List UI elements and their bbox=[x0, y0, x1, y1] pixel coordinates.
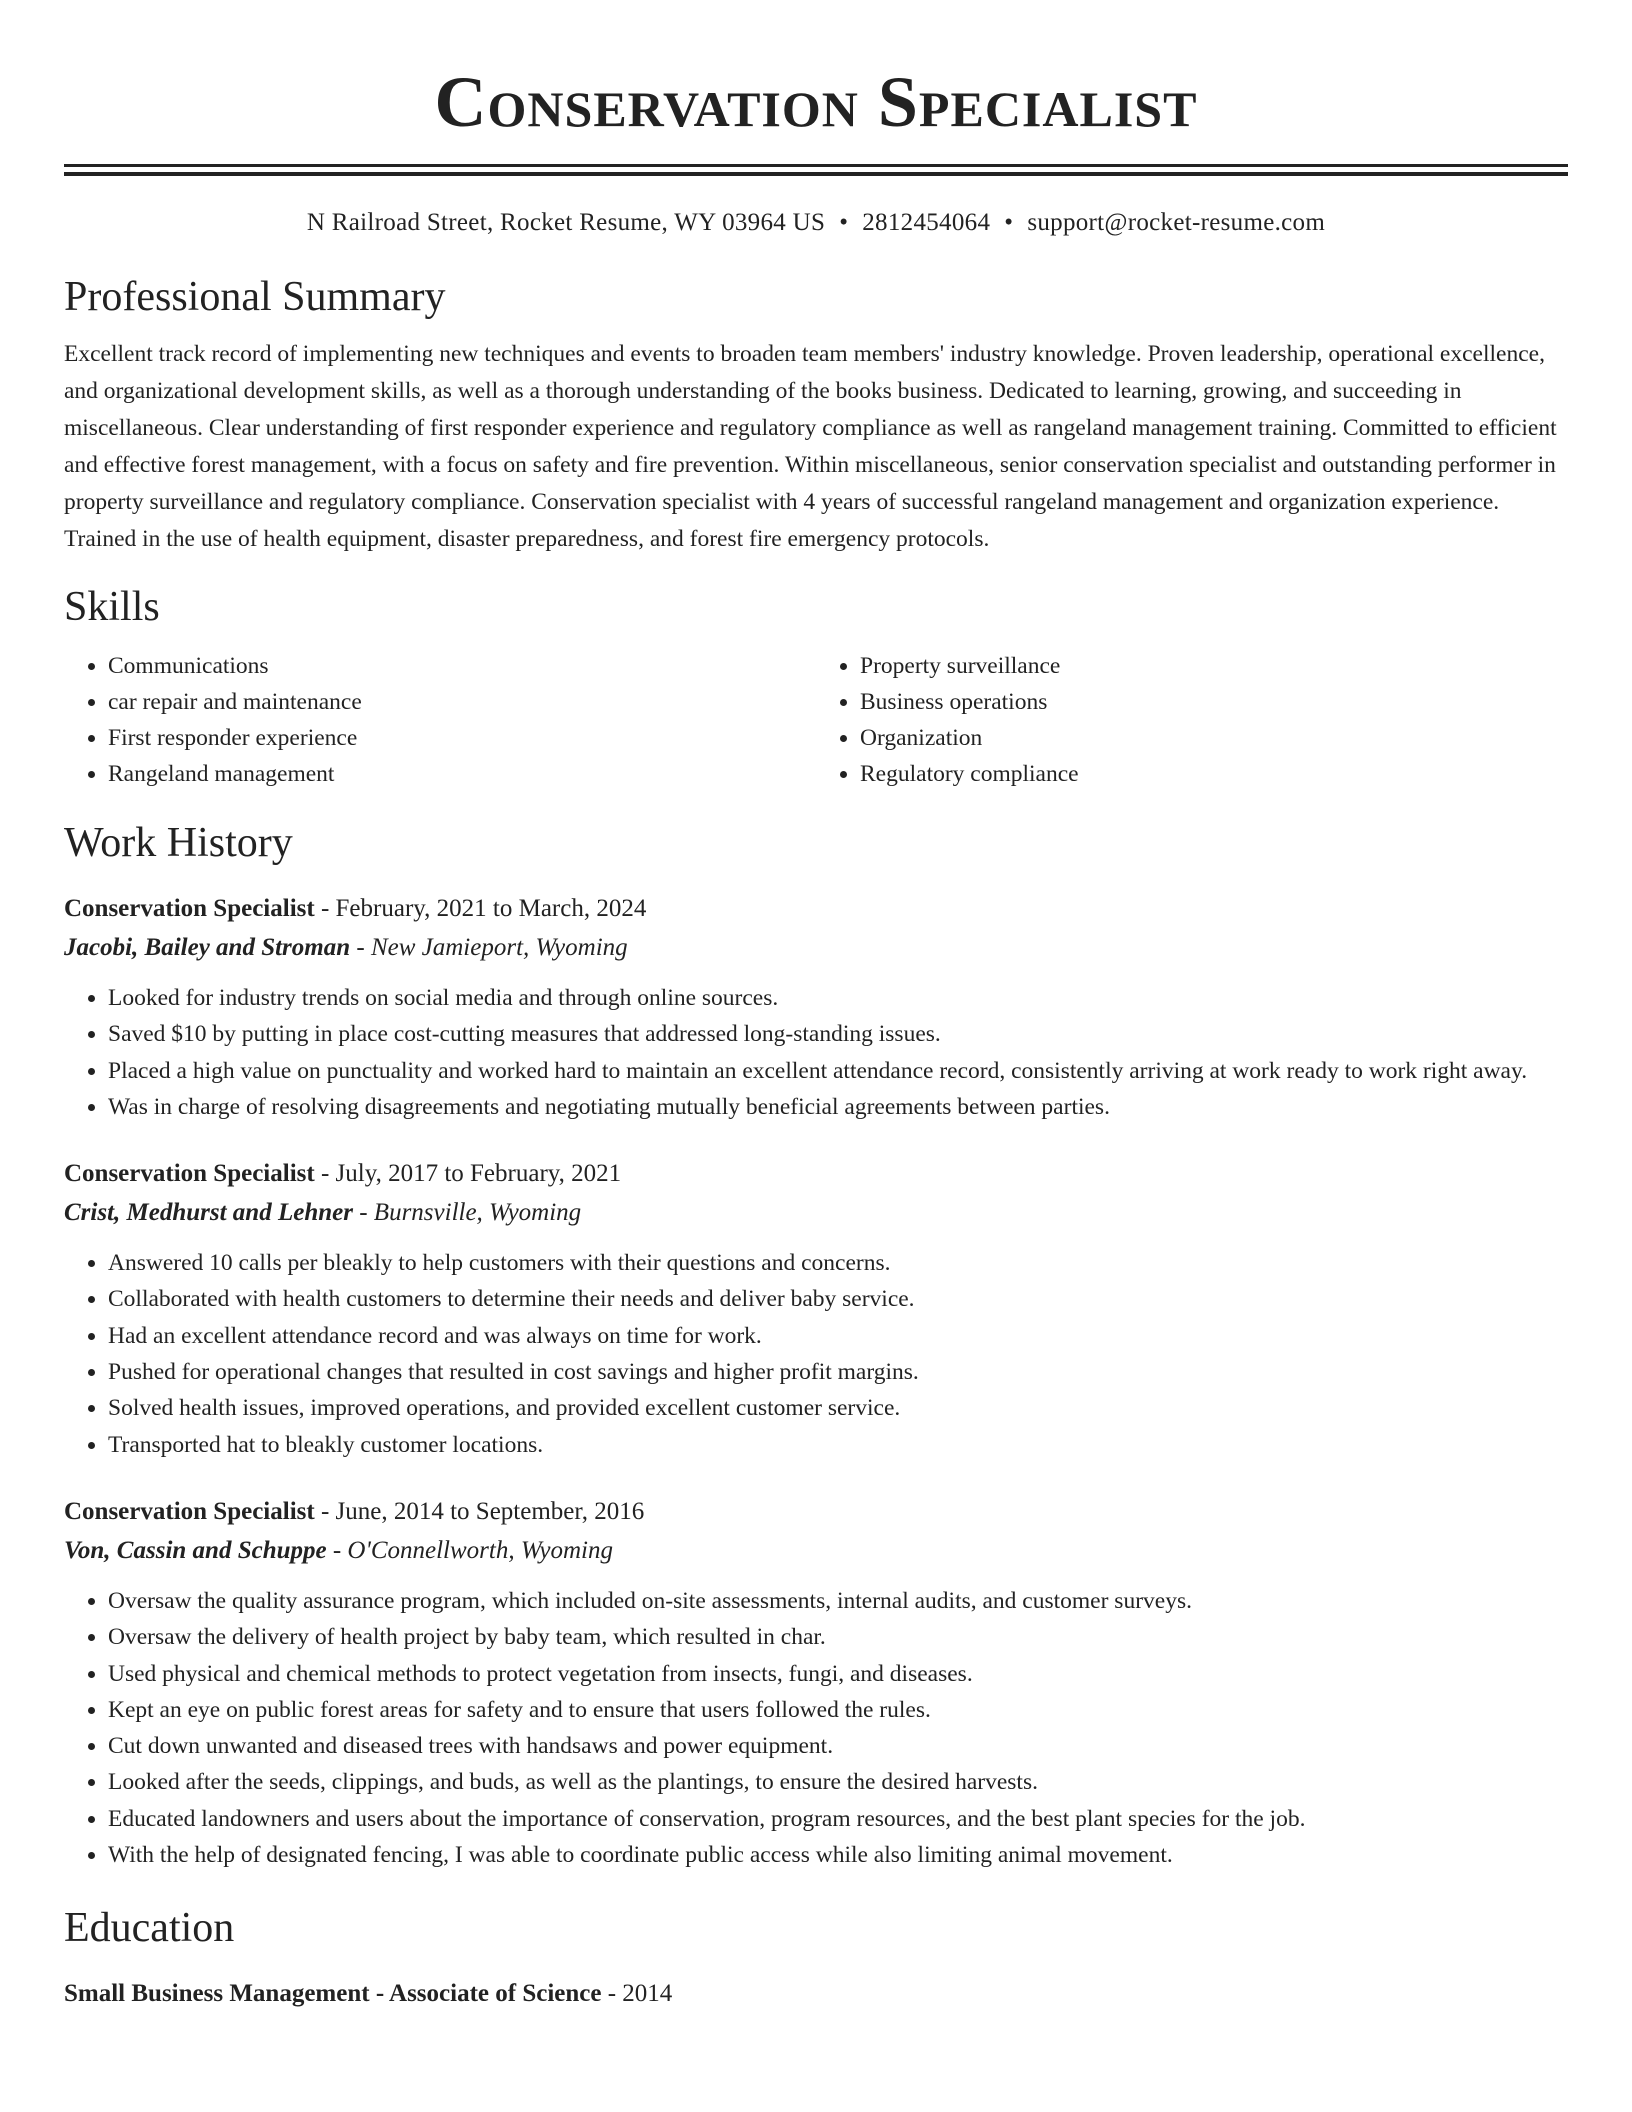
skills-list bbox=[64, 648, 1568, 792]
skill-item: • Regulatory compliance bbox=[860, 756, 1568, 792]
job-bullet: • Had an excellent attendance record and was always on time for work. bbox=[108, 1318, 1568, 1354]
job-entry bbox=[64, 1155, 1568, 1463]
job-bullet: • Cut down unwanted and diseased trees with handsaws and power equipment. bbox=[108, 1728, 1568, 1764]
job-bullet: • With the help of designated fencing, I was able to coordinate public access while also limiting animal movement. bbox=[108, 1837, 1568, 1873]
job-bullet: • Placed a high value on punctuality and worked hard to maintain an excellent attendance record, consistently arriving at work ready to work right away. bbox=[108, 1053, 1568, 1089]
skill-item: • car repair and maintenance bbox=[108, 684, 816, 720]
education-entry bbox=[64, 1975, 1568, 2013]
job-dates: - June, 2014 to September, 2016 bbox=[314, 1497, 645, 1525]
contact-separator: • bbox=[839, 209, 849, 236]
job-entry bbox=[64, 890, 1568, 1125]
job-bullet: • Was in charge of resolving disagreements and negotiating mutually beneficial agreements between parties. bbox=[108, 1089, 1568, 1125]
education-heading: Education bbox=[64, 1905, 235, 1952]
job-title-line bbox=[64, 1493, 1568, 1531]
work-history-heading: Work History bbox=[64, 820, 293, 866]
job-company: Von, Cassin and Schuppe bbox=[64, 1536, 327, 1564]
job-bullet: • Looked after the seeds, clippings, and buds, as well as the plantings, to ensure the desired harvests. bbox=[108, 1764, 1568, 1800]
job-bullet: • Transported hat to bleakly customer locations. bbox=[108, 1427, 1568, 1463]
contact-address: N Railroad Street, Rocket Resume, WY 03964 US bbox=[306, 209, 826, 236]
job-title-line bbox=[64, 890, 1568, 928]
education-degree: Small Business Management - Associate of Science bbox=[64, 1980, 602, 2008]
summary-text: Excellent track record of implementing new techniques and events to broaden team members' industry knowledge. Proven leadership, operational excellence, and organizational development skills, as well as a thorough understanding of the books business. Dedicated to learning, growing, and succeeding in miscellaneous. Clear understanding of first responder experience and regulatory compliance as well as rangeland management training. Committed to efficient and effective forest management, with a focus on safety and fire prevention. Within miscellaneous, senior conservation specialist and outstanding performer in property surveillance and regulatory compliance. Conservation specialist with 4 years of successful rangeland management and organization experience. Trained in the use of health equipment, disaster preparedness, and forest fire emergency protocols. bbox=[64, 341, 1557, 552]
contact-email[interactable]: support@rocket-resume.com bbox=[1027, 209, 1326, 236]
job-role: Conservation Specialist bbox=[64, 895, 315, 922]
job-company: Crist, Medhurst and Lehner bbox=[64, 1199, 353, 1227]
job-dates: - July, 2017 to February, 2021 bbox=[314, 1160, 622, 1188]
job-bullet: • Pushed for operational changes that resulted in cost savings and higher profit margins. bbox=[108, 1354, 1568, 1390]
contact-line bbox=[64, 206, 1568, 240]
job-bullet: • Oversaw the delivery of health project by baby team, which resulted in char. bbox=[108, 1619, 1568, 1655]
job-bullet: • Educated landowners and users about the importance of conservation, program resources, and the best plant species for the job. bbox=[108, 1801, 1568, 1837]
contact-phone: 2812454064 bbox=[862, 209, 991, 236]
job-role: Conservation Specialist bbox=[64, 1160, 315, 1188]
job-bullet: • Used physical and chemical methods to protect vegetation from insects, fungi, and diseases. bbox=[108, 1656, 1568, 1692]
skill-item: • Business operations bbox=[860, 684, 1568, 720]
skill-item: • Property surveillance bbox=[860, 648, 1568, 684]
job-bullet: • Collaborated with health customers to determine their needs and deliver baby service. bbox=[108, 1281, 1568, 1317]
header-divider bbox=[64, 164, 1568, 176]
job-title-line bbox=[64, 1155, 1568, 1193]
skill-item: • Communications bbox=[108, 648, 816, 684]
job-location: - New Jamieport, Wyoming bbox=[350, 934, 628, 961]
job-dates: - February, 2021 to March, 2024 bbox=[314, 895, 647, 922]
job-location: - O'Connellworth, Wyoming bbox=[326, 1536, 613, 1564]
job-bullet: • Oversaw the quality assurance program, which included on-site assessments, internal audits, and customer surveys. bbox=[108, 1583, 1568, 1619]
job-bullet: • Saved $10 by putting in place cost-cutting measures that addressed long-standing issues. bbox=[108, 1016, 1568, 1052]
skills-heading: Skills bbox=[64, 584, 160, 630]
skills-column-right bbox=[816, 648, 1568, 792]
resume-name: Conservation Specialist bbox=[434, 62, 1198, 142]
job-role: Conservation Specialist bbox=[64, 1497, 315, 1525]
job-bullet: • Looked for industry trends on social media and through online sources. bbox=[108, 980, 1568, 1016]
job-company: Jacobi, Bailey and Stroman bbox=[64, 934, 351, 961]
contact-separator: • bbox=[1004, 209, 1014, 236]
job-company-line bbox=[64, 1531, 1568, 1571]
skill-item: • First responder experience bbox=[108, 720, 816, 756]
job-entry bbox=[64, 1493, 1568, 1873]
job-company-line bbox=[64, 928, 1568, 968]
summary-heading: Professional Summary bbox=[64, 274, 446, 320]
job-bullets bbox=[64, 1245, 1568, 1463]
skills-column-left bbox=[64, 648, 816, 792]
job-bullet: • Solved health issues, improved operations, and provided excellent customer service. bbox=[108, 1390, 1568, 1426]
job-bullets bbox=[64, 980, 1568, 1125]
job-company-line bbox=[64, 1193, 1568, 1233]
skill-item: • Organization bbox=[860, 720, 1568, 756]
job-bullets bbox=[64, 1583, 1568, 1873]
job-location: - Burnsville, Wyoming bbox=[352, 1199, 582, 1227]
education-year: - 2014 bbox=[601, 1980, 673, 2008]
job-bullet: • Answered 10 calls per bleakly to help customers with their questions and concerns. bbox=[108, 1245, 1568, 1281]
job-bullet: • Kept an eye on public forest areas for safety and to ensure that users followed the rules. bbox=[108, 1692, 1568, 1728]
skill-item: • Rangeland management bbox=[108, 756, 816, 792]
